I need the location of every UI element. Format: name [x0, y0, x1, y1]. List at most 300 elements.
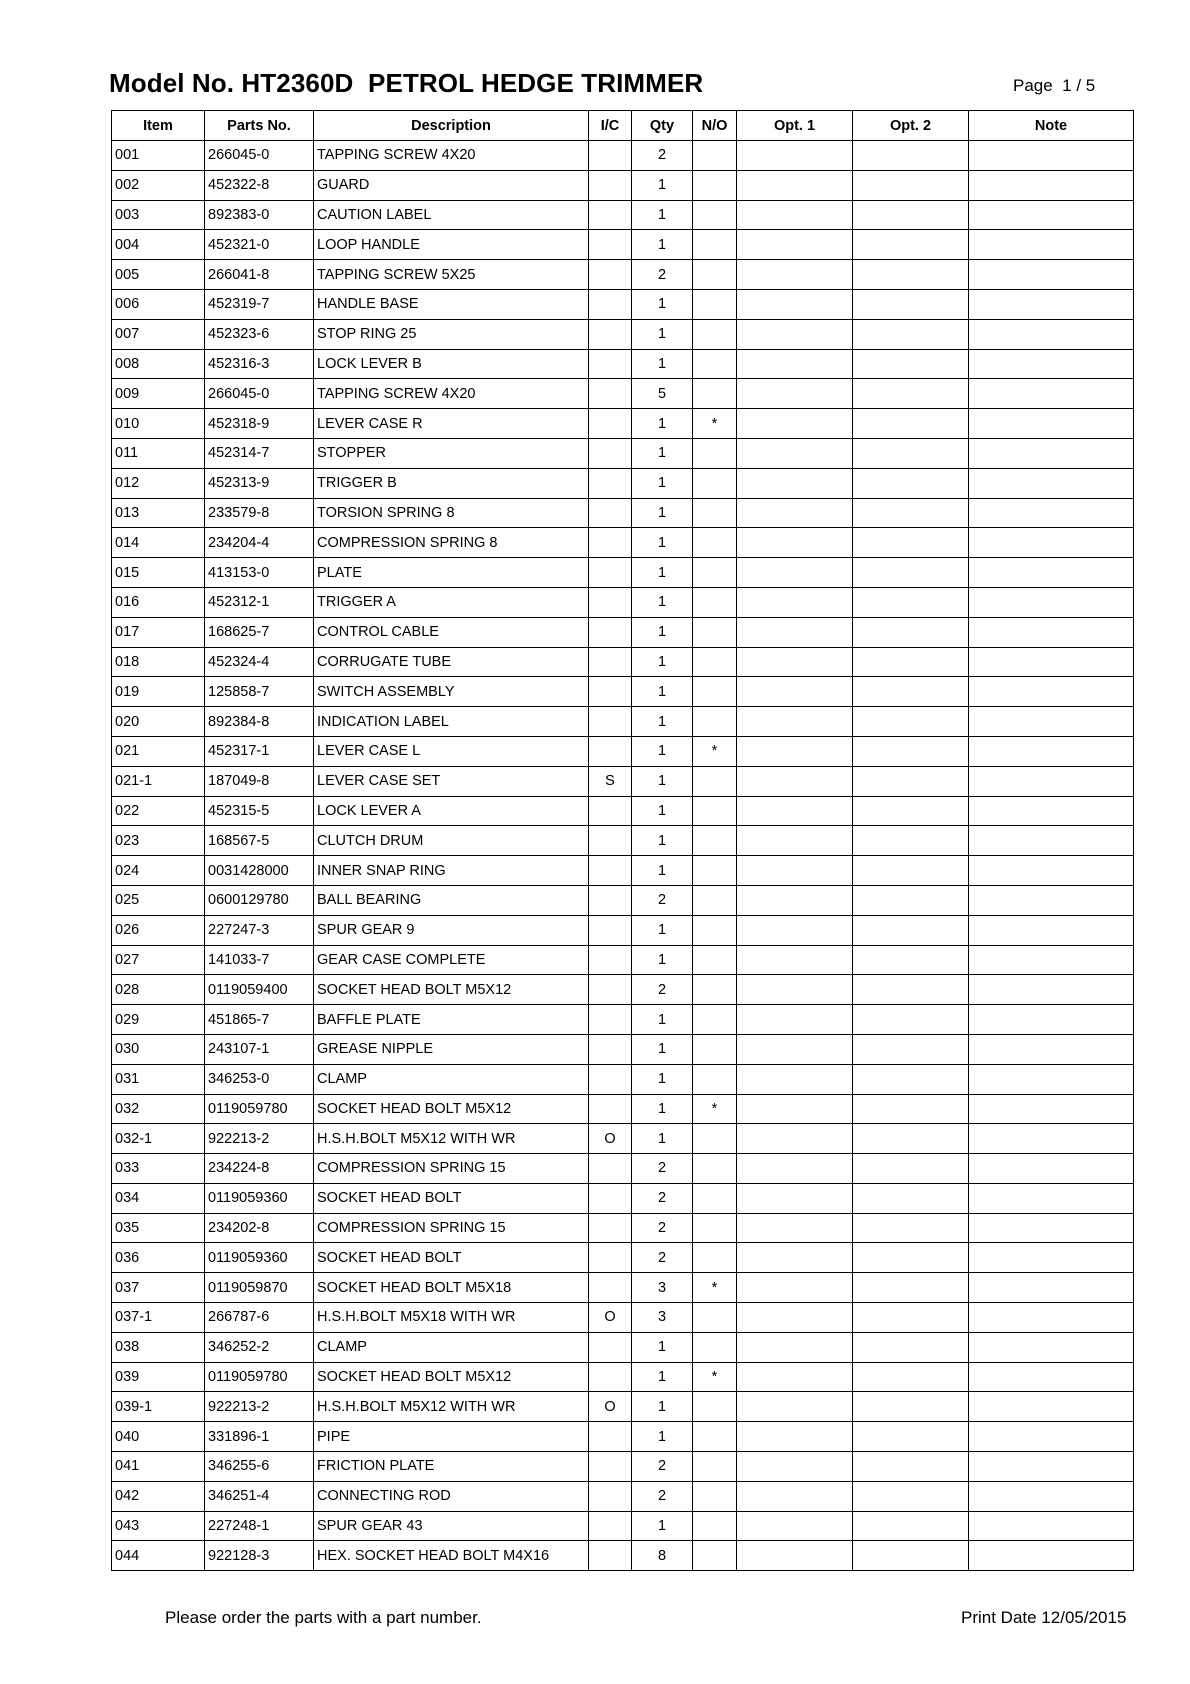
- cell-parts-no: 0119059780: [205, 1094, 314, 1124]
- cell-opt1: [737, 1034, 853, 1064]
- cell-qty: 1: [632, 438, 693, 468]
- cell-ic: [589, 230, 632, 260]
- cell-ic: [589, 1064, 632, 1094]
- cell-note: [969, 677, 1134, 707]
- cell-opt1: [737, 677, 853, 707]
- cell-ic: [589, 1034, 632, 1064]
- cell-opt2: [853, 1183, 969, 1213]
- cell-qty: 1: [632, 289, 693, 319]
- cell-opt1: [737, 617, 853, 647]
- cell-item: 015: [112, 558, 205, 588]
- cell-description: SOCKET HEAD BOLT M5X12: [314, 1362, 589, 1392]
- cell-description: TRIGGER A: [314, 587, 589, 617]
- cell-opt1: [737, 409, 853, 439]
- cell-ic: [589, 677, 632, 707]
- cell-opt1: [737, 1213, 853, 1243]
- cell-no: *: [693, 1362, 737, 1392]
- cell-ic: [589, 379, 632, 409]
- cell-opt1: [737, 141, 853, 171]
- cell-no: [693, 1392, 737, 1422]
- footer-order-note: Please order the parts with a part number.: [165, 1608, 482, 1627]
- cell-opt2: [853, 945, 969, 975]
- table-row: [112, 289, 1134, 319]
- table-row: [112, 141, 1134, 171]
- table-row: [112, 498, 1134, 528]
- table-row: [112, 1481, 1134, 1511]
- cell-no: [693, 260, 737, 290]
- cell-ic: [589, 856, 632, 886]
- table-row: [112, 1303, 1134, 1333]
- cell-parts-no: 266045-0: [205, 379, 314, 409]
- cell-parts-no: 0119059360: [205, 1243, 314, 1273]
- cell-no: [693, 945, 737, 975]
- cell-qty: 1: [632, 200, 693, 230]
- cell-opt2: [853, 319, 969, 349]
- cell-item: 043: [112, 1511, 205, 1541]
- cell-note: [969, 319, 1134, 349]
- cell-description: GEAR CASE COMPLETE: [314, 945, 589, 975]
- cell-ic: [589, 1243, 632, 1273]
- cell-note: [969, 379, 1134, 409]
- cell-item: 034: [112, 1183, 205, 1213]
- table-row: [112, 379, 1134, 409]
- table-row: [112, 885, 1134, 915]
- cell-ic: S: [589, 766, 632, 796]
- cell-opt1: [737, 766, 853, 796]
- cell-opt2: [853, 617, 969, 647]
- cell-opt2: [853, 468, 969, 498]
- cell-item: 039-1: [112, 1392, 205, 1422]
- cell-ic: [589, 1213, 632, 1243]
- cell-qty: 1: [632, 1511, 693, 1541]
- cell-opt1: [737, 349, 853, 379]
- table-row: [112, 1213, 1134, 1243]
- cell-qty: 1: [632, 766, 693, 796]
- cell-description: LOOP HANDLE: [314, 230, 589, 260]
- table-row: [112, 945, 1134, 975]
- cell-opt1: [737, 587, 853, 617]
- cell-opt1: [737, 289, 853, 319]
- cell-note: [969, 349, 1134, 379]
- cell-item: 032-1: [112, 1124, 205, 1154]
- cell-no: [693, 319, 737, 349]
- cell-ic: [589, 1273, 632, 1303]
- cell-opt1: [737, 468, 853, 498]
- cell-parts-no: 922128-3: [205, 1541, 314, 1571]
- cell-note: [969, 1154, 1134, 1184]
- cell-parts-no: 452317-1: [205, 736, 314, 766]
- cell-opt1: [737, 975, 853, 1005]
- cell-parts-no: 0600129780: [205, 885, 314, 915]
- cell-item: 005: [112, 260, 205, 290]
- cell-parts-no: 452318-9: [205, 409, 314, 439]
- cell-ic: O: [589, 1392, 632, 1422]
- cell-no: [693, 1183, 737, 1213]
- cell-note: [969, 1183, 1134, 1213]
- cell-opt1: [737, 1124, 853, 1154]
- cell-note: [969, 1005, 1134, 1035]
- cell-parts-no: 141033-7: [205, 945, 314, 975]
- cell-qty: 1: [632, 1034, 693, 1064]
- cell-opt2: [853, 349, 969, 379]
- cell-description: COMPRESSION SPRING 8: [314, 528, 589, 558]
- cell-description: H.S.H.BOLT M5X12 WITH WR: [314, 1392, 589, 1422]
- cell-opt2: [853, 1094, 969, 1124]
- cell-item: 017: [112, 617, 205, 647]
- table-row: [112, 617, 1134, 647]
- cell-parts-no: 452324-4: [205, 647, 314, 677]
- table-row: [112, 528, 1134, 558]
- table-row: [112, 915, 1134, 945]
- cell-ic: [589, 438, 632, 468]
- cell-ic: [589, 468, 632, 498]
- cell-item: 042: [112, 1481, 205, 1511]
- cell-ic: [589, 796, 632, 826]
- cell-opt2: [853, 826, 969, 856]
- table-row: [112, 230, 1134, 260]
- cell-qty: 2: [632, 141, 693, 171]
- cell-opt2: [853, 766, 969, 796]
- cell-item: 027: [112, 945, 205, 975]
- cell-ic: [589, 945, 632, 975]
- cell-qty: 1: [632, 468, 693, 498]
- cell-note: [969, 528, 1134, 558]
- table-header-row: [112, 111, 1134, 141]
- cell-parts-no: 451865-7: [205, 1005, 314, 1035]
- cell-qty: 2: [632, 1452, 693, 1482]
- footer-print-date: Print Date 12/05/2015: [961, 1608, 1127, 1627]
- cell-opt2: [853, 230, 969, 260]
- cell-description: TRIGGER B: [314, 468, 589, 498]
- cell-ic: [589, 885, 632, 915]
- cell-ic: [589, 1452, 632, 1482]
- table-row: [112, 707, 1134, 737]
- table-row: [112, 438, 1134, 468]
- column-header-item: Item: [112, 111, 205, 141]
- cell-no: [693, 856, 737, 886]
- cell-no: [693, 528, 737, 558]
- cell-item: 018: [112, 647, 205, 677]
- cell-item: 002: [112, 170, 205, 200]
- cell-opt1: [737, 1094, 853, 1124]
- cell-qty: 1: [632, 1332, 693, 1362]
- table-row: [112, 1452, 1134, 1482]
- cell-description: SPUR GEAR 43: [314, 1511, 589, 1541]
- cell-opt1: [737, 736, 853, 766]
- cell-parts-no: 227248-1: [205, 1511, 314, 1541]
- column-header-ic: I/C: [589, 111, 632, 141]
- cell-note: [969, 1064, 1134, 1094]
- cell-item: 026: [112, 915, 205, 945]
- cell-description: TORSION SPRING 8: [314, 498, 589, 528]
- cell-item: 022: [112, 796, 205, 826]
- table-row: [112, 587, 1134, 617]
- table-row: [112, 766, 1134, 796]
- cell-description: GREASE NIPPLE: [314, 1034, 589, 1064]
- cell-description: STOPPER: [314, 438, 589, 468]
- table-row: [112, 1392, 1134, 1422]
- cell-ic: [589, 617, 632, 647]
- column-header-no: N/O: [693, 111, 737, 141]
- cell-qty: 1: [632, 587, 693, 617]
- table-row: [112, 736, 1134, 766]
- cell-note: [969, 1481, 1134, 1511]
- cell-opt1: [737, 856, 853, 886]
- cell-qty: 1: [632, 1362, 693, 1392]
- cell-qty: 1: [632, 677, 693, 707]
- cell-opt1: [737, 1332, 853, 1362]
- cell-parts-no: 452313-9: [205, 468, 314, 498]
- cell-description: LOCK LEVER A: [314, 796, 589, 826]
- cell-ic: [589, 1541, 632, 1571]
- cell-item: 021: [112, 736, 205, 766]
- cell-note: [969, 260, 1134, 290]
- cell-parts-no: 266041-8: [205, 260, 314, 290]
- cell-qty: 1: [632, 409, 693, 439]
- cell-note: [969, 200, 1134, 230]
- cell-qty: 3: [632, 1303, 693, 1333]
- cell-item: 003: [112, 200, 205, 230]
- cell-item: 023: [112, 826, 205, 856]
- table-row: [112, 1422, 1134, 1452]
- cell-item: 007: [112, 319, 205, 349]
- cell-qty: 1: [632, 796, 693, 826]
- cell-note: [969, 1511, 1134, 1541]
- cell-note: [969, 1034, 1134, 1064]
- cell-opt1: [737, 707, 853, 737]
- cell-ic: [589, 1332, 632, 1362]
- cell-no: [693, 1541, 737, 1571]
- cell-description: SPUR GEAR 9: [314, 915, 589, 945]
- table-row: [112, 1154, 1134, 1184]
- cell-opt2: [853, 1362, 969, 1392]
- cell-parts-no: 168625-7: [205, 617, 314, 647]
- cell-note: [969, 468, 1134, 498]
- cell-ic: [589, 915, 632, 945]
- cell-parts-no: 922213-2: [205, 1124, 314, 1154]
- column-header-note: Note: [969, 111, 1134, 141]
- cell-opt2: [853, 438, 969, 468]
- cell-qty: 2: [632, 260, 693, 290]
- cell-qty: 1: [632, 1064, 693, 1094]
- cell-ic: [589, 647, 632, 677]
- cell-parts-no: 346252-2: [205, 1332, 314, 1362]
- cell-qty: 1: [632, 647, 693, 677]
- cell-opt2: [853, 379, 969, 409]
- cell-no: [693, 617, 737, 647]
- cell-opt1: [737, 230, 853, 260]
- cell-opt2: [853, 915, 969, 945]
- cell-opt2: [853, 1124, 969, 1154]
- cell-qty: 1: [632, 856, 693, 886]
- cell-item: 038: [112, 1332, 205, 1362]
- cell-qty: 1: [632, 498, 693, 528]
- cell-description: H.S.H.BOLT M5X12 WITH WR: [314, 1124, 589, 1154]
- cell-opt2: [853, 289, 969, 319]
- column-header-parts-no: Parts No.: [205, 111, 314, 141]
- table-row: [112, 260, 1134, 290]
- cell-opt2: [853, 409, 969, 439]
- cell-no: [693, 915, 737, 945]
- cell-note: [969, 1273, 1134, 1303]
- cell-opt2: [853, 1243, 969, 1273]
- cell-description: STOP RING 25: [314, 319, 589, 349]
- cell-note: [969, 409, 1134, 439]
- cell-parts-no: 452321-0: [205, 230, 314, 260]
- cell-no: [693, 647, 737, 677]
- table-row: [112, 1034, 1134, 1064]
- cell-note: [969, 1124, 1134, 1154]
- cell-opt1: [737, 1273, 853, 1303]
- cell-qty: 1: [632, 528, 693, 558]
- cell-description: INDICATION LABEL: [314, 707, 589, 737]
- cell-opt1: [737, 1243, 853, 1273]
- page-title: Model No. HT2360D PETROL HEDGE TRIMMER: [109, 68, 704, 98]
- cell-opt2: [853, 1154, 969, 1184]
- cell-ic: [589, 558, 632, 588]
- table-row: [112, 1541, 1134, 1571]
- cell-note: [969, 975, 1134, 1005]
- cell-description: TAPPING SCREW 4X20: [314, 379, 589, 409]
- cell-no: [693, 587, 737, 617]
- cell-ic: [589, 736, 632, 766]
- cell-note: [969, 558, 1134, 588]
- table-row: [112, 1511, 1134, 1541]
- table-row: [112, 170, 1134, 200]
- cell-opt2: [853, 856, 969, 886]
- cell-qty: 1: [632, 736, 693, 766]
- cell-qty: 1: [632, 1392, 693, 1422]
- cell-parts-no: 452322-8: [205, 170, 314, 200]
- cell-qty: 2: [632, 885, 693, 915]
- cell-qty: 2: [632, 1243, 693, 1273]
- cell-item: 008: [112, 349, 205, 379]
- column-header-description: Description: [314, 111, 589, 141]
- cell-no: [693, 1452, 737, 1482]
- cell-note: [969, 1362, 1134, 1392]
- cell-description: SWITCH ASSEMBLY: [314, 677, 589, 707]
- cell-description: TAPPING SCREW 4X20: [314, 141, 589, 171]
- cell-qty: 3: [632, 1273, 693, 1303]
- cell-opt2: [853, 1422, 969, 1452]
- cell-ic: O: [589, 1303, 632, 1333]
- table-row: [112, 975, 1134, 1005]
- cell-note: [969, 1422, 1134, 1452]
- cell-no: [693, 558, 737, 588]
- table-row: [112, 349, 1134, 379]
- cell-qty: 1: [632, 915, 693, 945]
- cell-opt1: [737, 558, 853, 588]
- cell-ic: [589, 319, 632, 349]
- cell-opt2: [853, 587, 969, 617]
- cell-ic: [589, 1094, 632, 1124]
- cell-no: [693, 885, 737, 915]
- table-row: [112, 319, 1134, 349]
- cell-description: LEVER CASE SET: [314, 766, 589, 796]
- cell-no: [693, 1064, 737, 1094]
- cell-no: [693, 1422, 737, 1452]
- parts-table: [111, 110, 1134, 1571]
- table-row: [112, 558, 1134, 588]
- cell-no: [693, 1005, 737, 1035]
- table-row: [112, 200, 1134, 230]
- cell-opt1: [737, 796, 853, 826]
- cell-qty: 1: [632, 230, 693, 260]
- cell-description: HANDLE BASE: [314, 289, 589, 319]
- cell-no: [693, 289, 737, 319]
- cell-opt1: [737, 1183, 853, 1213]
- cell-ic: [589, 1422, 632, 1452]
- cell-parts-no: 0119059870: [205, 1273, 314, 1303]
- cell-item: 006: [112, 289, 205, 319]
- cell-opt1: [737, 1422, 853, 1452]
- cell-parts-no: 346251-4: [205, 1481, 314, 1511]
- cell-item: 013: [112, 498, 205, 528]
- table-row: [112, 409, 1134, 439]
- cell-note: [969, 1452, 1134, 1482]
- cell-opt2: [853, 1541, 969, 1571]
- cell-ic: [589, 975, 632, 1005]
- cell-parts-no: 346255-6: [205, 1452, 314, 1482]
- cell-item: 032: [112, 1094, 205, 1124]
- cell-note: [969, 438, 1134, 468]
- cell-description: CLUTCH DRUM: [314, 826, 589, 856]
- table-row: [112, 1273, 1134, 1303]
- cell-note: [969, 647, 1134, 677]
- cell-opt1: [737, 945, 853, 975]
- parts-table-body: [112, 141, 1134, 1571]
- cell-description: CLAMP: [314, 1332, 589, 1362]
- cell-opt1: [737, 1362, 853, 1392]
- cell-parts-no: 452316-3: [205, 349, 314, 379]
- cell-opt2: [853, 1511, 969, 1541]
- cell-parts-no: 892383-0: [205, 200, 314, 230]
- cell-description: TAPPING SCREW 5X25: [314, 260, 589, 290]
- cell-opt2: [853, 885, 969, 915]
- table-row: [112, 1094, 1134, 1124]
- cell-description: H.S.H.BOLT M5X18 WITH WR: [314, 1303, 589, 1333]
- cell-parts-no: 452315-5: [205, 796, 314, 826]
- cell-opt1: [737, 319, 853, 349]
- cell-item: 044: [112, 1541, 205, 1571]
- cell-ic: [589, 1005, 632, 1035]
- cell-opt2: [853, 736, 969, 766]
- cell-ic: [589, 826, 632, 856]
- cell-no: [693, 826, 737, 856]
- cell-ic: [589, 200, 632, 230]
- cell-description: LEVER CASE L: [314, 736, 589, 766]
- cell-qty: 1: [632, 1124, 693, 1154]
- cell-note: [969, 1541, 1134, 1571]
- cell-qty: 1: [632, 707, 693, 737]
- cell-opt1: [737, 498, 853, 528]
- cell-description: COMPRESSION SPRING 15: [314, 1213, 589, 1243]
- cell-note: [969, 1094, 1134, 1124]
- cell-opt2: [853, 677, 969, 707]
- cell-item: 031: [112, 1064, 205, 1094]
- cell-parts-no: 331896-1: [205, 1422, 314, 1452]
- cell-ic: [589, 1183, 632, 1213]
- cell-ic: [589, 707, 632, 737]
- cell-no: [693, 975, 737, 1005]
- cell-qty: 5: [632, 379, 693, 409]
- cell-description: CAUTION LABEL: [314, 200, 589, 230]
- cell-description: SOCKET HEAD BOLT M5X12: [314, 975, 589, 1005]
- cell-qty: 2: [632, 1481, 693, 1511]
- cell-opt1: [737, 1511, 853, 1541]
- cell-note: [969, 1332, 1134, 1362]
- cell-item: 039: [112, 1362, 205, 1392]
